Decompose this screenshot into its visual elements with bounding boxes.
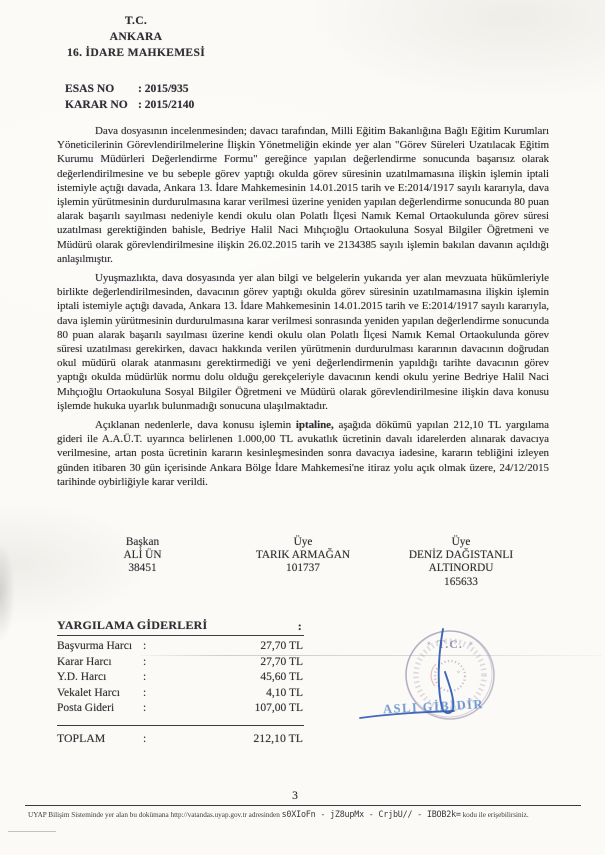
ruling-keyword-iptaline: iptaline, xyxy=(295,419,334,432)
scan-line-artifact xyxy=(8,831,56,832)
expense-row xyxy=(57,687,304,703)
paragraph-ruling xyxy=(57,418,549,489)
expense-value: 27,70 TL xyxy=(260,640,303,652)
seal-star-left: ✶ xyxy=(426,640,432,648)
expense-row xyxy=(57,640,304,656)
judge-title: Başkan xyxy=(125,536,160,548)
expenses-title-row xyxy=(57,618,304,636)
total-colon: : xyxy=(143,730,147,745)
esas-no-row xyxy=(65,81,194,97)
judge-number: 38451 xyxy=(128,562,157,575)
expense-colon: : xyxy=(143,686,147,699)
court-seal-icon xyxy=(352,612,562,737)
ruling-text-after: aşağıda dökümü yapılan 212,10 TL yargılama gideri ile A.A.Ü.T. uyarınca belirlenen 1.000,00 TL avukatlık ücretinin davalı idarelerden alınarak davacıya verilmesine, artan posta ücretinin kararın kesinleşmesinden sonra davacıya iadesine, kararın tebliğini izleyen günden itibaren 30 gün içerisinde Ankara Bölge İdare Mahkemesi'ne itiraz yolu açık olmak üzere, 24/12/2015 tarihinde oybirliğiyle karar verildi. xyxy=(57,419,549,488)
judge-name: ALİ ÜN xyxy=(123,549,162,562)
judge-number: 165633 xyxy=(444,575,478,588)
member-signature-1 xyxy=(228,536,378,576)
judge-name-line2: ALTINORDU xyxy=(428,562,494,575)
expense-row xyxy=(57,702,304,718)
city-label: ANKARA xyxy=(109,30,163,43)
page-number: 3 xyxy=(292,790,298,802)
judge-title: Üye xyxy=(293,536,313,548)
judge-name: DENİZ DAĞISTANLI xyxy=(408,549,514,562)
expense-label: Vekalet Harcı xyxy=(57,686,120,699)
karar-no-row xyxy=(65,97,194,113)
litigation-expenses-table xyxy=(57,618,304,749)
uyap-disclaimer-before: UYAP Bilişim Sisteminde yer alan bu dokümana http://vatandas.uyap.gov.tr adresinden xyxy=(28,811,282,819)
total-value: 212,10 TL xyxy=(253,730,303,745)
scan-edge-smudge xyxy=(0,545,14,640)
court-seal-area xyxy=(352,612,562,737)
expenses-title-colon: : xyxy=(297,619,302,633)
judge-number: 101737 xyxy=(286,562,320,575)
footer-divider xyxy=(25,805,581,806)
court-name: 16. İDARE MAHKEMESİ xyxy=(66,46,206,59)
court-header xyxy=(10,13,262,61)
expense-value: 45,60 TL xyxy=(260,671,303,683)
expense-row xyxy=(57,656,304,672)
expense-colon: : xyxy=(143,655,147,668)
expense-row xyxy=(57,671,304,687)
certified-copy-stamp: ASLI GİBİDİR xyxy=(382,697,485,717)
paragraph-assessment: Uyuşmazlıkta, dava dosyasında yer alan bilgi ve belgelerin yukarıda yer alan mevzuata hükümleriyle birlikte değerlendirilmesinden, davacının görev yaptığı okulda görev süresinin uzatılmamasına ilişkin işlemin iptali istemiyle açtığı davada, Ankara 13. İdare Mahkemesinin 14.01.2015 tarih ve E:2014/1917 sayılı kararıyla, dava işlemin yürütmesinin durdurulmasına karar verilmesi sonrasında yeniden yapılan değerlendirme sonucunda 80 puan alarak başarılı sayılması üzerine kendi okulu olan Polatlı İlçesi Namık Kemal Ortaokulunda görev süresi uzatılması gerekirken, davacı hakkında verilen yürütmenin durdurulması kararının davacının doğrudan okul müdürü olarak atanmasını gerektirmediği ve yeni değerlendirmenin yapıldığı tarihte davacının görev yaptığı okulda müdürlük normu dolu olduğu gerekçeleriyle davacının kendi okulu yerine Bedriye Halil Naci Mıhçıoğlu Ortaokuluna Sosyal Bilgiler Öğretmeni ve Müdürü olarak görevlendirilmesine ilişkin dava konusu işlemde hukuka uyarlık bulunmadığı sonucuna ulaşılmaktadır. xyxy=(57,272,549,412)
expense-colon: : xyxy=(143,702,147,714)
expense-colon: : xyxy=(143,671,147,683)
expense-label: Posta Gideri xyxy=(57,702,115,714)
expense-label: Başvurma Harcı xyxy=(57,640,133,652)
seal-star-right: ✶ xyxy=(468,640,474,648)
esas-no-label: ESAS NO xyxy=(65,82,115,95)
karar-no-label: KARAR NO xyxy=(65,97,128,111)
republic-label: T.C. xyxy=(124,14,148,27)
expenses-total-divider xyxy=(57,725,304,726)
expense-colon: : xyxy=(143,640,147,652)
seal-tc-text: T.C. xyxy=(437,637,463,651)
paragraph-case-summary: Dava dosyasının incelenmesinden; davacı tarafından, Milli Eğitim Bakanlığına Bağlı Eğitim Kurumları Yöneticilerinin Görevlendirilmelerine İlişkin Yönetmeliğin ekinde yer alan "Görev Süreleri Uzatılacak Eğitim Kurumu Müdürleri Değerlendirme Formu" gereğince yapılan değerlendirme sonucunda başarısız olarak değerlendirilmesine ve bu sebeple görev yaptığı okulda görev süresinin uzatılmamasına ilişkin işlemin iptali istemiyle açtığı davada, Ankara 13. İdare Mahkemesinin 14.01.2015 tarih ve E:2014/1917 sayılı kararıyla, dava işlemin yürütmesinin durdurulmasına karar verilmesi üzerine yeniden yapılan değerlendirme sonucunda 80 puan alarak başarılı sayılması nedeniyle kendi okulu olan Polatlı İlçesi Namık Kemal Ortaokulunda görev süresi uzatılması gerektiğinden bahisle, Bedriye Halil Naci Mıhçıoğlu Ortaokuluna Sosyal Bilgiler Öğretmeni ve Müdürü olarak görevlendirilmesine ilişkin 26.02.2015 tarih ve 2134385 sayılı işlemin bakılan davanın açıldığı anlaşılmıştır. xyxy=(57,125,549,265)
judge-name: TARIK ARMAĞAN xyxy=(255,549,351,562)
seal-emblem-star: ✧ xyxy=(456,670,462,676)
ruling-text-before: Açıklanan nedenlerle, dava konusu işlemin xyxy=(95,419,296,432)
member-signature-2 xyxy=(380,536,542,589)
case-info xyxy=(65,81,194,112)
uyap-disclaimer-after: kodu ile erişebilirsiniz. xyxy=(460,811,529,819)
expense-value: 4,10 TL xyxy=(266,686,303,699)
uyap-verification-code: s0XIoFn - jZ8upMx - CrjbU// - IBOB2k= xyxy=(281,809,461,819)
uyap-footer-note xyxy=(28,809,603,819)
decision-body xyxy=(57,124,549,494)
esas-no-value: : 2015/935 xyxy=(138,82,189,95)
expense-value: 107,00 TL xyxy=(254,702,303,714)
judge-title: Üye xyxy=(451,536,471,548)
expenses-total-row xyxy=(57,731,304,749)
karar-no-value: : 2015/2140 xyxy=(138,97,195,111)
expenses-rows xyxy=(57,640,304,718)
expenses-title: YARGILAMA GİDERLERİ xyxy=(57,618,208,632)
expense-value: 27,70 TL xyxy=(260,655,303,668)
total-label: TOPLAM xyxy=(57,730,106,745)
expense-label: Y.D. Harcı xyxy=(57,671,107,683)
expense-label: Karar Harcı xyxy=(57,655,112,668)
president-signature xyxy=(65,536,220,576)
